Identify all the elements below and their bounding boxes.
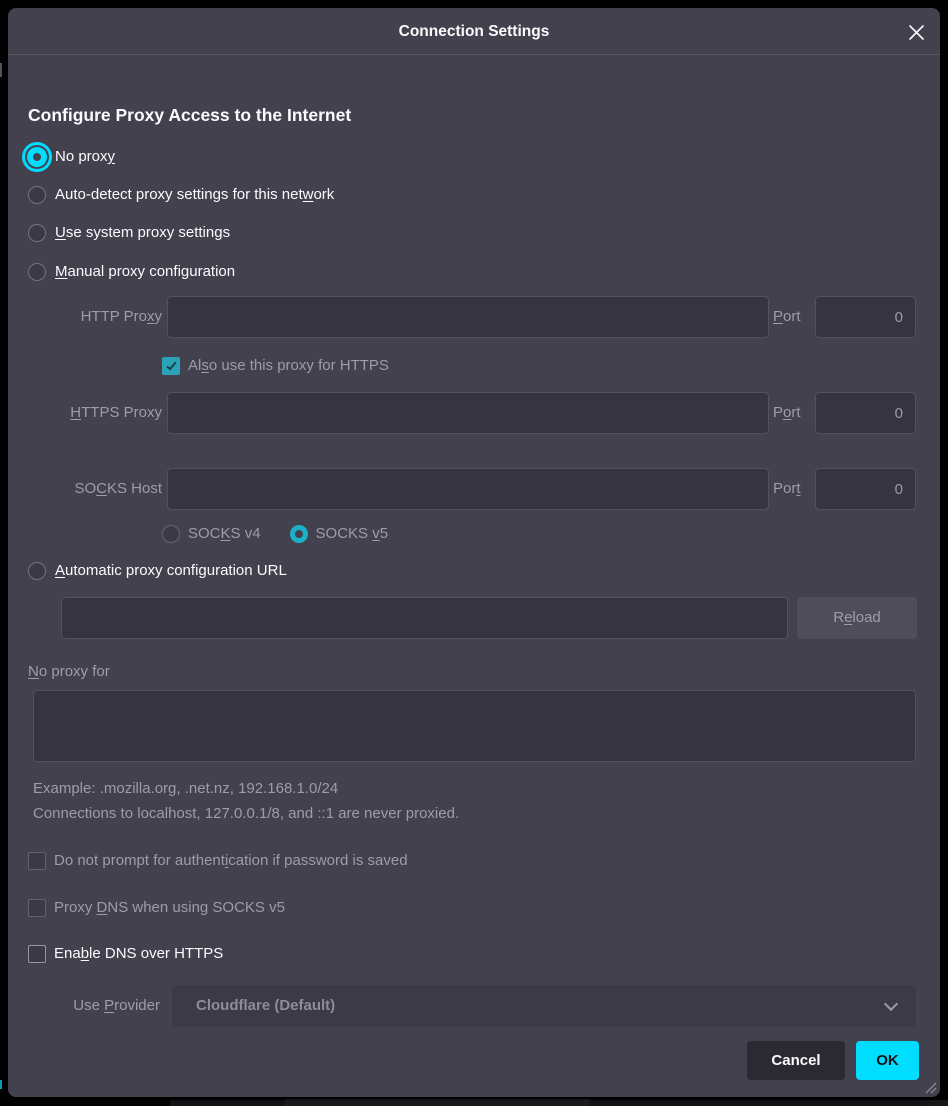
radio-option-manual[interactable] (28, 262, 235, 282)
page-behind-element (285, 1099, 590, 1106)
https-port-label: Port (773, 404, 801, 421)
radio-socks-v5-icon[interactable] (290, 525, 308, 543)
reload-button[interactable]: Reload (797, 597, 917, 639)
radio-icon[interactable] (28, 263, 46, 281)
close-icon[interactable] (905, 21, 927, 43)
radio-option-auto-detect[interactable] (28, 185, 334, 205)
cancel-button[interactable]: Cancel (747, 1041, 845, 1080)
close-x-glyph (908, 24, 925, 41)
check-icon (166, 359, 176, 370)
socks-host-label: SOCKS Host (74, 480, 162, 497)
checkbox-icon[interactable] (28, 899, 46, 917)
chevron-down-icon (884, 997, 898, 1011)
no-proxy-for-textarea[interactable] (33, 690, 916, 762)
http-proxy-input[interactable] (167, 296, 769, 338)
radio-label[interactable]: No proxy (55, 147, 116, 165)
use-provider-label: Use Provider (73, 997, 160, 1014)
https-proxy-label: HTTPS Proxy (70, 404, 162, 421)
http-port-label: Port (773, 308, 801, 325)
provider-select[interactable] (172, 985, 916, 1027)
radio-label[interactable]: Automatic proxy configuration URL (55, 562, 287, 579)
checkbox-label[interactable]: Do not prompt for authentication if password is saved (54, 852, 408, 869)
https-proxy-input[interactable] (167, 392, 769, 434)
checkbox-enable-doh[interactable] (28, 944, 223, 964)
ok-button[interactable]: OK (856, 1041, 919, 1080)
radio-label[interactable]: Use system proxy settings (55, 224, 231, 241)
radio-label[interactable]: Auto-detect proxy settings for this network (55, 186, 335, 203)
radio-socks-v4-label[interactable]: SOCKS v4 (188, 525, 261, 542)
checkbox-proxy-dns[interactable] (28, 898, 285, 918)
radio-option-use-system[interactable] (28, 223, 230, 243)
radio-icon[interactable] (28, 186, 46, 204)
radio-socks-v4-icon[interactable] (162, 525, 180, 543)
https-port-input[interactable] (815, 392, 916, 434)
http-port-input[interactable] (815, 296, 916, 338)
checkbox-label[interactable]: Also use this proxy for HTTPS (188, 357, 389, 374)
socks-port-label: Port (773, 480, 801, 497)
radio-icon[interactable] (28, 224, 46, 242)
radio-option-auto-url[interactable] (28, 562, 287, 580)
socks-host-input[interactable] (167, 468, 769, 510)
page-behind-accent-sliver (0, 1080, 2, 1089)
radio-selected-icon[interactable] (27, 147, 47, 167)
checkbox-share-proxy[interactable] (162, 356, 389, 376)
socks-port-input[interactable] (815, 468, 916, 510)
auto-config-url-input[interactable] (61, 597, 788, 639)
checked-checkbox-icon[interactable] (162, 357, 180, 375)
page-title: Configure Proxy Access to the Internet (28, 105, 352, 125)
example-hint: Example: .mozilla.org, .net.nz, 192.168.1.0/24 (33, 780, 339, 797)
radio-option-no-proxy[interactable] (27, 143, 115, 170)
checkbox-no-auth-prompt[interactable] (28, 851, 408, 871)
checkbox-label[interactable]: Proxy DNS when using SOCKS v5 (54, 899, 285, 916)
provider-selected-option: Cloudflare (Default) (196, 997, 336, 1014)
http-proxy-label: HTTP Proxy (80, 308, 162, 325)
radio-label[interactable]: Manual proxy configuration (55, 263, 236, 280)
radio-icon[interactable] (28, 562, 46, 580)
checkbox-icon[interactable] (28, 945, 46, 963)
resize-grip-icon[interactable] (924, 1081, 937, 1094)
dialog-title: Connection Settings (398, 23, 550, 40)
localhost-hint: Connections to localhost, 127.0.0.1/8, and ::1 are never proxied. (33, 805, 460, 822)
socks-version-group (162, 525, 388, 543)
checkbox-icon[interactable] (28, 852, 46, 870)
no-proxy-for-label: No proxy for (28, 663, 110, 680)
radio-socks-v5-label[interactable]: SOCKS v5 (315, 525, 389, 542)
checkbox-label[interactable]: Enable DNS over HTTPS (54, 945, 224, 962)
connection-settings-dialog (8, 8, 940, 1097)
page-behind-sliver (0, 63, 2, 77)
